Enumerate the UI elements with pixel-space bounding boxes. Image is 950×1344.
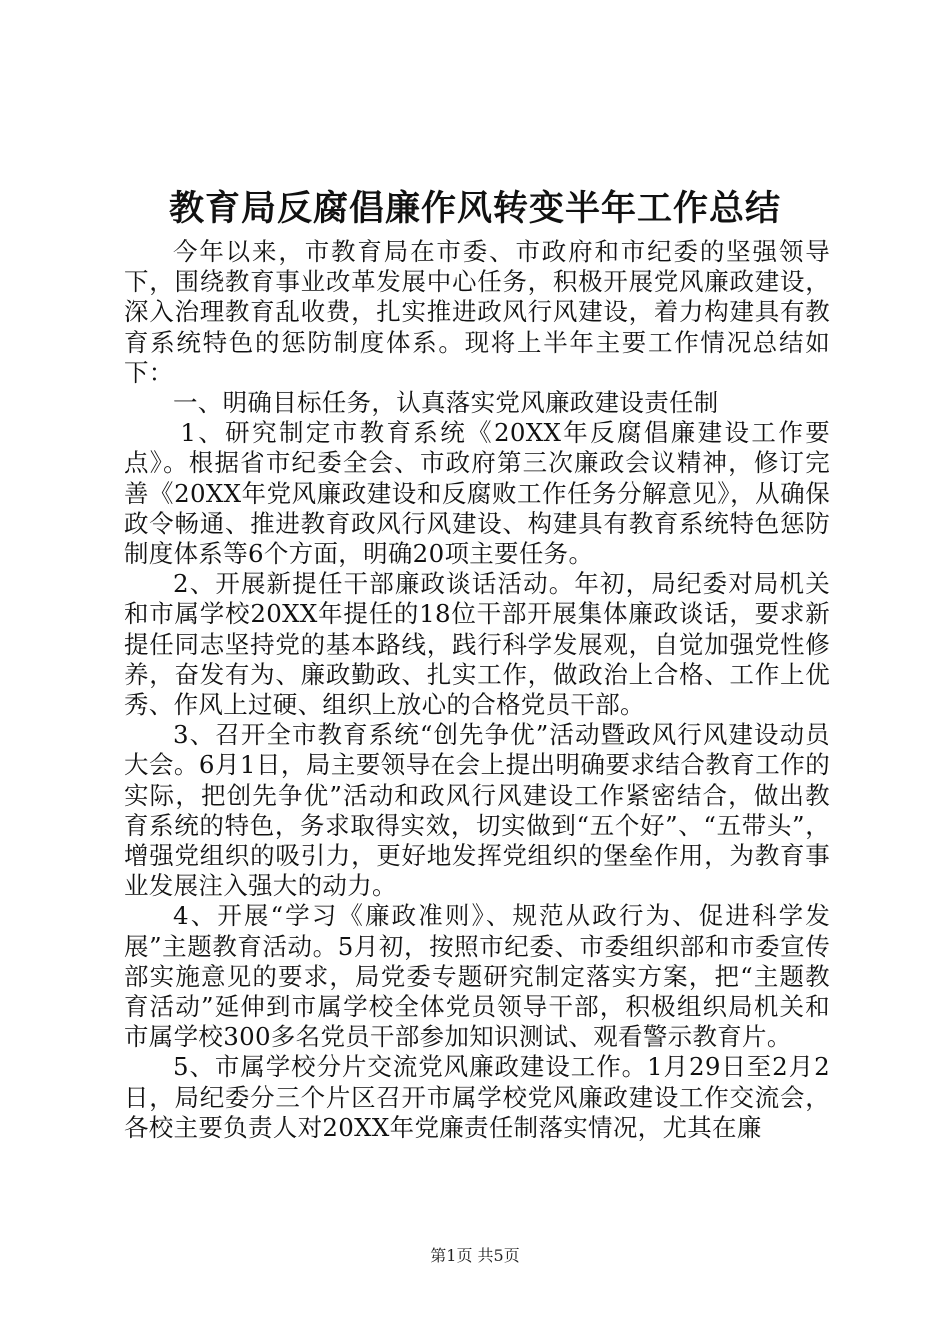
page-number-footer: 第1页 共5页: [430, 1246, 520, 1265]
document-body: [124, 237, 830, 1143]
document-title: 教育局反腐倡廉作风转变半年工作总结: [168, 188, 781, 229]
item-paragraph-1: 1、研究制定市教育系统《20XX年反腐倡廉建设工作要点》。根据省市纪委全会、市政府第三次廉政会议精神，修订完善《20XX年党风廉政建设和反腐败工作任务分解意见》，从确保政令畅通、推进教育政风行风建设、构建具有教育系统特色惩防制度体系等6个方面，明确20项主要任务。: [124, 418, 830, 569]
section-heading: 一、明确目标任务，认真落实党风廉政建设责任制: [173, 388, 719, 418]
intro-paragraph: 今年以来，市教育局在市委、市政府和市纪委的坚强领导下，围绕教育事业改革发展中心任务，积极开展党风廉政建设，深入治理教育乱收费，扎实推进政风行风建设，着力构建具有教育系统特色的惩防制度体系。现将上半年主要工作情况总结如下：: [124, 237, 830, 387]
item-paragraph-3: 3、召开全市教育系统“创先争优”活动暨政风行风建设动员大会。6月1日，局主要领导在会上提出明确要求结合教育工作的实际，把创先争优”活动和政风行风建设工作紧密结合，做出教育系统的特色，务求取得实效，切实做到“五个好”、“五带头”，增强党组织的吸引力，更好地发挥党组织的堡垒作用，为教育事业发展注入强大的动力。: [124, 720, 830, 901]
item-paragraph-5: 5、市属学校分片交流党风廉政建设工作。1月29日至2月2日，局纪委分三个片区召开市属学校党风廉政建设工作交流会，各校主要负责人对20XX年党廉责任制落实情况，尤其在廉: [124, 1052, 830, 1142]
item-paragraph-4: 4、开展“学习《廉政准则》、规范从政行为、促进科学发展”主题教育活动。5月初，按照市纪委、市委组织部和市委宣传部实施意见的要求，局党委专题研究制定落实方案，把“主题教育活动”延伸到市属学校全体党员领导干部，积极组织局机关和市属学校300多名党员干部参加知识测试、观看警示教育片。: [124, 901, 830, 1052]
item-paragraph-2: 2、开展新提任干部廉政谈话活动。年初，局纪委对局机关和市属学校20XX年提任的18位干部开展集体廉政谈话，要求新提任同志坚持党的基本路线，践行科学发展观，自觉加强党性修养，奋发有为、廉政勤政、扎实工作，做政治上合格、工作上优秀、作风上过硬、组织上放心的合格党员干部。: [124, 569, 830, 720]
